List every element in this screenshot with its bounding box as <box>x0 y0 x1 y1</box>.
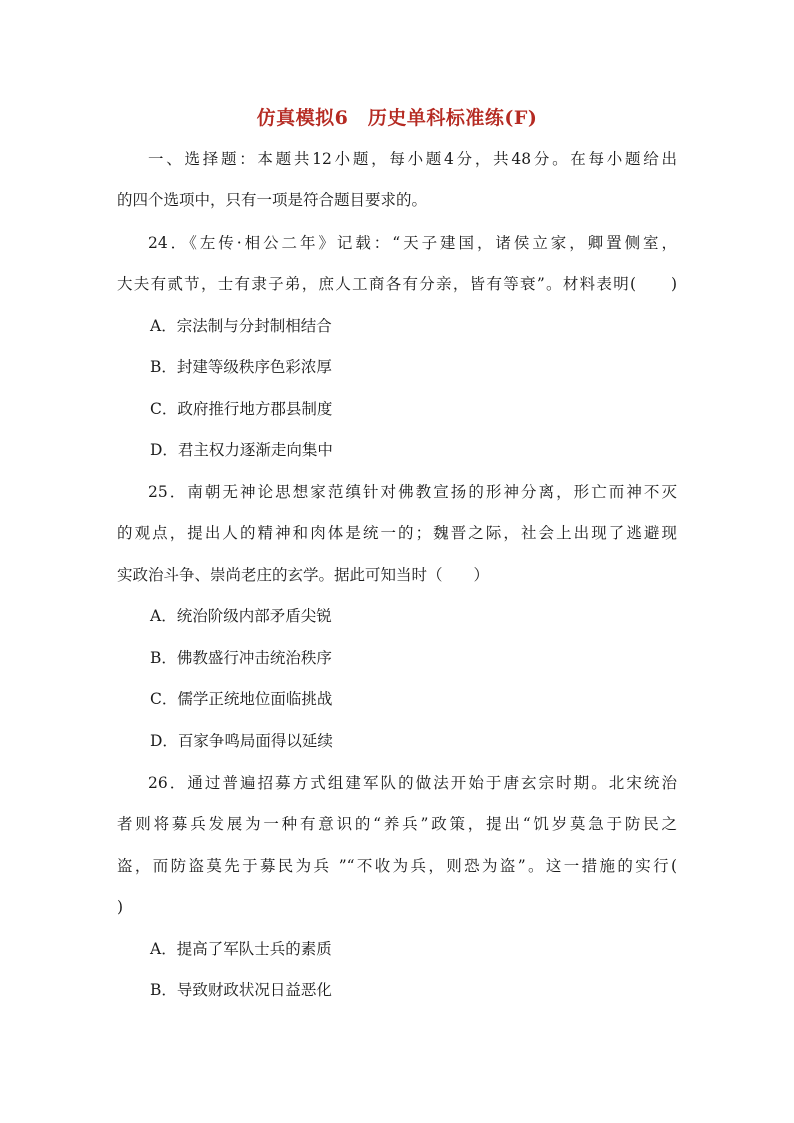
question-24-option-c: C．政府推行地方郡县制度 <box>150 400 333 418</box>
question-26-line-3: 盗，而防盗莫先于募民为兵 ”“不收为兵，则恐为盗”。这一措施的实行( <box>117 857 677 875</box>
question-24-option-d: D．君主权力逐渐走向集中 <box>150 441 333 459</box>
section-header-line-2: 的四个选项中，只有一项是符合题目要求的。 <box>117 191 428 209</box>
question-25-line-3: 实政治斗争、崇尚老庄的玄学。据此可知当时（ ） <box>117 566 490 584</box>
question-25-option-a: A．统治阶级内部矛盾尖锐 <box>150 607 332 625</box>
question-26-option-a: A．提高了军队士兵的素质 <box>150 940 332 958</box>
question-26-option-b: B．导致财政状况日益恶化 <box>150 981 332 999</box>
question-26-line-2: 者则将募兵发展为一种有意识的“养兵”政策，提出“饥岁莫急于防民之 <box>117 815 677 833</box>
document-title: 仿真模拟6 历史单科标准练(F) <box>256 107 538 129</box>
question-25-option-c: C．儒学正统地位面临挑战 <box>150 690 333 708</box>
question-25-line-1: 25．南朝无神论思想家范缜针对佛教宣扬的形神分离，形亡而神不灭 <box>148 483 677 501</box>
question-25-option-b: B．佛教盛行冲击统治秩序 <box>150 649 332 667</box>
question-25-option-d: D．百家争鸣局面得以延续 <box>150 732 333 750</box>
question-26-line-1: 26．通过普遍招募方式组建军队的做法开始于唐玄宗时期。北宋统治 <box>148 774 677 792</box>
question-24-option-b: B．封建等级秩序色彩浓厚 <box>150 358 332 376</box>
question-24-line-2: 大夫有贰节，士有隶子弟，庶人工商各有分亲，皆有等衰”。材料表明( ) <box>117 275 677 293</box>
question-24-line-1: 24．《左传·相公二年》记载：“天子建国，诸侯立家，卿置侧室， <box>148 234 677 252</box>
section-header-line-1: 一、选择题：本题共12小题，每小题4分，共48分。在每小题给出 <box>148 150 677 168</box>
question-25-line-2: 的观点，提出人的精神和肉体是统一的；魏晋之际，社会上出现了逃避现 <box>117 524 677 542</box>
question-24-option-a: A．宗法制与分封制相结合 <box>150 317 332 335</box>
question-26-line-4: ) <box>117 898 124 916</box>
